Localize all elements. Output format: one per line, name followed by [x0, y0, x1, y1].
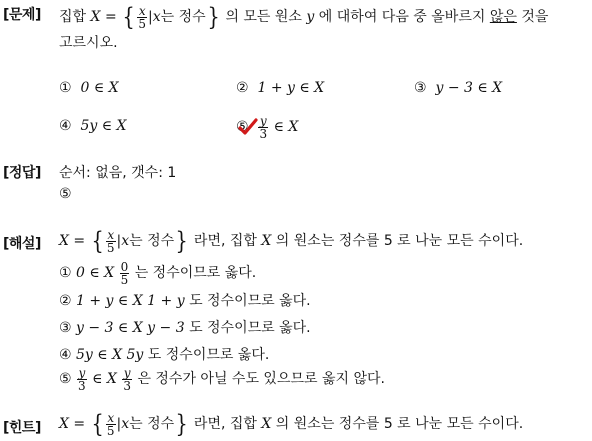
line-text: 은 정수가 아닐 수도 있으므로 옳지 않다. — [137, 371, 385, 387]
line-expression: 5y ∈ X — [76, 347, 123, 363]
explanation-line-2 — [59, 290, 311, 310]
fraction-numerator: x — [107, 227, 115, 242]
condition-variable: x — [121, 233, 130, 249]
explanation-tag: [해설] — [3, 236, 41, 252]
left-brace: { — [122, 3, 135, 31]
line-expression: ∈ X — [92, 371, 117, 387]
fraction-denominator: 3 — [259, 126, 268, 141]
fraction-denominator: 5 — [106, 240, 115, 255]
line-term: y − 3 — [147, 320, 185, 336]
hint-variable: X — [261, 416, 272, 432]
answer-line-2: ⑤ — [59, 186, 72, 202]
set-fraction — [106, 229, 116, 254]
line-fraction — [77, 367, 87, 392]
line-number: ② — [59, 293, 72, 309]
right-brace: } — [175, 227, 188, 255]
hint-intro-text: 라면, 집합 — [193, 416, 257, 432]
explanation-intro-rest: 의 원소는 정수를 5 로 나눈 모든 수이다. — [275, 233, 524, 249]
condition-variable: x — [152, 9, 161, 25]
option-4[interactable] — [59, 118, 127, 134]
line-fraction — [120, 261, 130, 286]
equals-sign: = — [104, 9, 117, 25]
check-mark-icon — [237, 116, 259, 138]
explanation-line-5 — [59, 360, 385, 398]
element-variable: y — [306, 9, 315, 25]
line-text: 도 정수이므로 옳다. — [189, 320, 311, 336]
line-expression: 1 + y ∈ X — [76, 293, 143, 309]
explanation-line-3 — [59, 317, 311, 337]
fraction-numerator: 0 — [120, 259, 129, 274]
fraction-denominator: 3 — [78, 378, 86, 393]
condition-text: 는 정수 — [129, 233, 175, 249]
explanation-intro-text: 라면, 집합 — [193, 233, 257, 249]
hint-text: X = { $\frac{x}{5}$ |x는 정수} 라면, 집합 X 의 원소는 정수를 5 로 나눈 모든 수이다. — [59, 410, 524, 438]
hint-tag: [힌트] — [3, 420, 41, 436]
option-2[interactable] — [236, 80, 324, 96]
left-brace: { — [91, 227, 104, 255]
fraction-denominator: 5 — [138, 16, 147, 31]
question-line-2: 고르시오. — [59, 35, 118, 51]
fraction-denominator: 5 — [106, 423, 115, 438]
option-number: ④ — [59, 118, 72, 134]
answer-line-1: 순서: 없음, 갯수: 1 — [59, 165, 177, 181]
option-3[interactable] — [414, 80, 502, 96]
fraction-numerator: y — [259, 113, 267, 128]
line-number: ④ — [59, 347, 72, 363]
line-expression: y − 3 ∈ X — [76, 320, 143, 336]
option-fraction — [258, 115, 268, 140]
fraction-numerator: x — [138, 3, 146, 18]
line-number: ⑤ — [59, 371, 72, 387]
line-expression: 0 ∈ X — [76, 265, 115, 281]
answer-tag: [정답] — [3, 165, 41, 181]
fraction-denominator: 3 — [123, 378, 131, 393]
question-text-a: 집합 — [59, 9, 87, 25]
set-fraction — [137, 5, 147, 30]
right-brace: } — [175, 410, 188, 438]
question-tag: [문제] — [3, 7, 41, 23]
hint-rest: 의 원소는 정수를 5 로 나눈 모든 수이다. — [275, 416, 524, 432]
option-expression: 5y ∈ X — [80, 118, 127, 134]
line-text: 는 정수이므로 옳다. — [134, 265, 257, 281]
set-variable: X — [59, 416, 69, 432]
option-expression: 1 + y ∈ X — [257, 80, 325, 96]
line-term: 5y — [126, 347, 144, 363]
left-brace: { — [91, 410, 104, 438]
option-number: ② — [236, 80, 249, 96]
option-expression: ∈ X — [273, 119, 299, 135]
condition-text: 는 정수 — [160, 9, 206, 25]
option-expression: y − 3 ∈ X — [435, 80, 503, 96]
line-text: 도 정수이므로 옳다. — [147, 347, 270, 363]
option-number: ① — [59, 80, 72, 96]
line-number: ① — [59, 265, 72, 281]
explanation-intro: X = { $\frac{x}{5}$ |x는 정수} 라면, 집합 X 의 원소는 정수를 5 로 나눈 모든 수이다. — [59, 227, 524, 255]
condition-variable: x — [121, 416, 130, 432]
line-text: 도 정수이므로 옳다. — [189, 293, 311, 309]
underlined-word: 않은 — [489, 9, 517, 25]
option-number: ③ — [414, 80, 427, 96]
line-term: 1 + y — [147, 293, 185, 309]
fraction-numerator: x — [107, 410, 115, 425]
question-text-d: 것을 — [521, 9, 549, 25]
fraction-denominator: 5 — [120, 272, 129, 287]
question-text-c: 에 대하여 다음 중 올바르지 — [318, 9, 486, 25]
set-variable: X — [90, 9, 101, 25]
option-number: ⑤ — [236, 119, 249, 135]
fraction-numerator: y — [78, 365, 86, 380]
fraction-numerator: y — [123, 365, 131, 380]
option-1[interactable] — [59, 80, 119, 96]
condition-text: 는 정수 — [129, 416, 175, 432]
explanation-variable: X — [261, 233, 272, 249]
set-fraction — [106, 412, 116, 437]
set-variable: X — [59, 233, 69, 249]
line-fraction-2 — [122, 367, 132, 392]
line-number: ③ — [59, 320, 72, 336]
right-brace: } — [207, 3, 220, 31]
question-line-1: 집합 X = { $\frac{x}{5}$ |x는 정수} 의 모든 원소 y 에 대하여 다음 중 올바르지 않은 것을 — [59, 3, 549, 31]
option-expression: 0 ∈ X — [80, 80, 119, 96]
question-text-b: 의 모든 원소 — [225, 9, 302, 25]
explanation-line-1 — [59, 258, 256, 288]
